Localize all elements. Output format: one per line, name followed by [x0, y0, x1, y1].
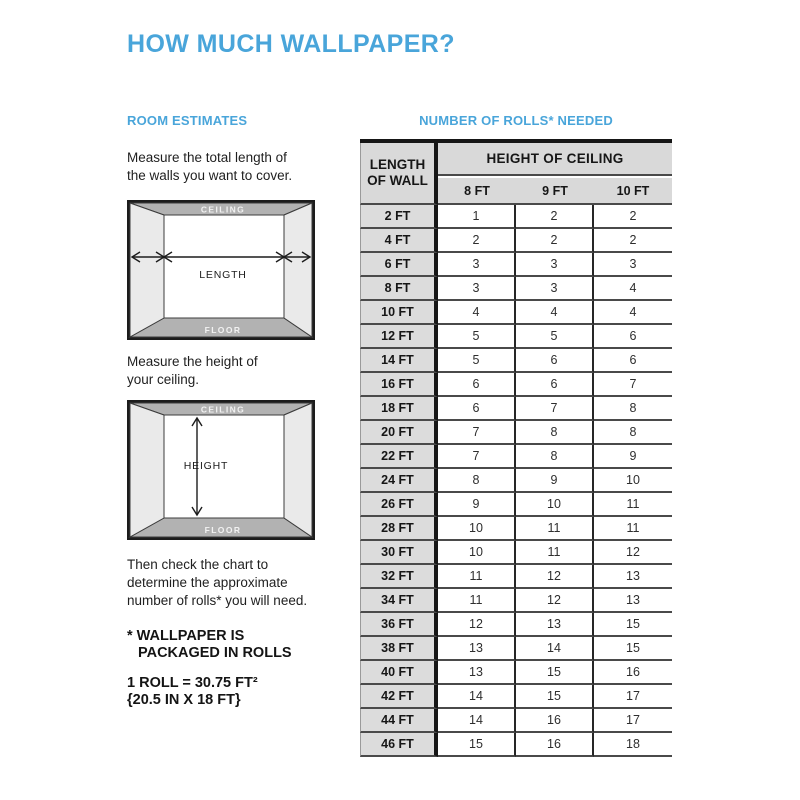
table-row — [360, 301, 672, 325]
floor-label: FLOOR — [204, 525, 242, 535]
row-value: 8 — [516, 421, 594, 445]
height-of-ceiling-header: HEIGHT OF CEILING — [438, 143, 672, 176]
row-value: 11 — [516, 517, 594, 541]
row-length: 4 FT — [360, 229, 438, 253]
row-length: 34 FT — [360, 589, 438, 613]
row-value: 15 — [516, 685, 594, 709]
rolls-table-title: NUMBER OF ROLLS* NEEDED — [419, 113, 613, 128]
row-value: 18 — [594, 733, 672, 757]
row-length: 16 FT — [360, 373, 438, 397]
table-row — [360, 493, 672, 517]
table-row — [360, 205, 672, 229]
col-header-10ft: 10 FT — [594, 176, 672, 205]
step3-line2: determine the approximate — [127, 575, 288, 590]
table-row — [360, 733, 672, 757]
wallpaper-rolls-footnote — [127, 628, 345, 662]
row-length: 8 FT — [360, 277, 438, 301]
row-value: 14 — [438, 685, 516, 709]
row-value: 10 — [438, 541, 516, 565]
right-wall-panel — [284, 403, 312, 537]
table-row — [360, 517, 672, 541]
row-value: 8 — [594, 421, 672, 445]
row-value: 13 — [516, 613, 594, 637]
row-value: 6 — [438, 397, 516, 421]
floor-label: FLOOR — [204, 325, 242, 335]
table-row — [360, 541, 672, 565]
left-wall-panel — [130, 203, 164, 337]
row-value: 17 — [594, 709, 672, 733]
row-value: 12 — [516, 589, 594, 613]
step3-line1: Then check the chart to — [127, 557, 269, 572]
row-value: 6 — [438, 373, 516, 397]
row-value: 5 — [516, 325, 594, 349]
row-length: 6 FT — [360, 253, 438, 277]
table-row — [360, 373, 672, 397]
row-value: 11 — [594, 517, 672, 541]
ceiling-label: CEILING — [200, 204, 246, 215]
row-value: 6 — [594, 349, 672, 373]
roll-size-info — [127, 675, 345, 709]
row-length: 26 FT — [360, 493, 438, 517]
row-value: 16 — [594, 661, 672, 685]
row-length: 22 FT — [360, 445, 438, 469]
row-value: 3 — [516, 277, 594, 301]
row-value: 2 — [516, 229, 594, 253]
row-value: 2 — [594, 205, 672, 229]
row-length: 24 FT — [360, 469, 438, 493]
step2-line1: Measure the height of — [127, 354, 258, 369]
table-row — [360, 421, 672, 445]
table-row — [360, 589, 672, 613]
step1-line1: Measure the total length of — [127, 150, 287, 165]
rolls-table-body — [360, 205, 672, 757]
row-length: 44 FT — [360, 709, 438, 733]
rolls-needed-section — [360, 113, 672, 757]
row-value: 3 — [594, 253, 672, 277]
table-row — [360, 637, 672, 661]
footnote-line2: PACKAGED IN ROLLS — [138, 645, 292, 661]
row-length: 32 FT — [360, 565, 438, 589]
row-value: 3 — [516, 253, 594, 277]
row-value: 2 — [438, 229, 516, 253]
row-length: 28 FT — [360, 517, 438, 541]
table-row — [360, 685, 672, 709]
step1-line2: the walls you want to cover. — [127, 168, 293, 183]
page-title: HOW MUCH WALLPAPER? — [127, 30, 455, 58]
room-estimates-heading: ROOM ESTIMATES — [127, 113, 248, 128]
row-value: 8 — [516, 445, 594, 469]
table-row — [360, 397, 672, 421]
row-value: 3 — [438, 277, 516, 301]
row-value: 13 — [438, 637, 516, 661]
row-value: 10 — [516, 493, 594, 517]
roll-size-line2: {20.5 IN X 18 FT} — [127, 692, 241, 708]
row-length: 42 FT — [360, 685, 438, 709]
ceiling-label: CEILING — [200, 404, 246, 415]
row-value: 15 — [516, 661, 594, 685]
row-value: 13 — [438, 661, 516, 685]
row-length: 40 FT — [360, 661, 438, 685]
roll-size-line1: 1 ROLL = 30.75 FT² — [127, 675, 258, 691]
table-row — [360, 709, 672, 733]
row-value: 13 — [594, 589, 672, 613]
row-value: 16 — [516, 709, 594, 733]
row-value: 8 — [594, 397, 672, 421]
row-value: 9 — [594, 445, 672, 469]
row-value: 15 — [594, 613, 672, 637]
row-length: 14 FT — [360, 349, 438, 373]
row-value: 6 — [516, 349, 594, 373]
col-header-8ft: 8 FT — [438, 176, 516, 205]
row-value: 11 — [438, 589, 516, 613]
row-value: 14 — [516, 637, 594, 661]
row-value: 15 — [438, 733, 516, 757]
table-row — [360, 253, 672, 277]
height-measure-label: HEIGHT — [183, 460, 229, 472]
row-value: 4 — [594, 277, 672, 301]
left-wall-panel — [130, 403, 164, 537]
row-value: 4 — [516, 301, 594, 325]
row-value: 7 — [594, 373, 672, 397]
length-measure-label: LENGTH — [199, 269, 247, 281]
row-value: 12 — [594, 541, 672, 565]
row-value: 14 — [438, 709, 516, 733]
row-value: 5 — [438, 325, 516, 349]
row-value: 13 — [594, 565, 672, 589]
row-value: 9 — [438, 493, 516, 517]
row-value: 11 — [438, 565, 516, 589]
table-row — [360, 661, 672, 685]
table-row — [360, 565, 672, 589]
row-value: 5 — [438, 349, 516, 373]
row-value: 12 — [516, 565, 594, 589]
row-value: 9 — [516, 469, 594, 493]
row-value: 12 — [438, 613, 516, 637]
table-row — [360, 445, 672, 469]
table-row — [360, 469, 672, 493]
rolls-table — [360, 139, 672, 757]
row-length: 36 FT — [360, 613, 438, 637]
row-value: 2 — [594, 229, 672, 253]
room-estimates-section — [127, 113, 345, 709]
row-value: 7 — [438, 445, 516, 469]
table-row — [360, 613, 672, 637]
room-length-diagram — [127, 200, 315, 340]
length-of-wall-header: LENGTH OF WALL — [360, 143, 438, 205]
row-length: 18 FT — [360, 397, 438, 421]
room-height-diagram — [127, 400, 315, 540]
row-value: 11 — [594, 493, 672, 517]
row-length: 12 FT — [360, 325, 438, 349]
row-value: 6 — [594, 325, 672, 349]
right-wall-panel — [284, 203, 312, 337]
row-value: 2 — [516, 205, 594, 229]
row-value: 1 — [438, 205, 516, 229]
table-row — [360, 325, 672, 349]
col-header-9ft: 9 FT — [516, 176, 594, 205]
table-row — [360, 277, 672, 301]
row-length: 46 FT — [360, 733, 438, 757]
footnote-line1: * WALLPAPER IS — [127, 628, 245, 644]
row-value: 11 — [516, 541, 594, 565]
row-value: 7 — [516, 397, 594, 421]
back-wall-panel — [164, 215, 284, 318]
row-length: 10 FT — [360, 301, 438, 325]
step2-text — [127, 353, 345, 389]
table-row — [360, 229, 672, 253]
step1-text — [127, 149, 345, 185]
table-row — [360, 349, 672, 373]
row-length: 30 FT — [360, 541, 438, 565]
row-value: 7 — [438, 421, 516, 445]
row-value: 17 — [594, 685, 672, 709]
row-value: 4 — [438, 301, 516, 325]
row-value: 8 — [438, 469, 516, 493]
row-value: 4 — [594, 301, 672, 325]
row-value: 10 — [594, 469, 672, 493]
row-value: 16 — [516, 733, 594, 757]
step3-line3: number of rolls* you will need. — [127, 593, 308, 608]
row-value: 3 — [438, 253, 516, 277]
row-value: 6 — [516, 373, 594, 397]
row-length: 2 FT — [360, 205, 438, 229]
step2-line2: your ceiling. — [127, 372, 200, 387]
row-length: 20 FT — [360, 421, 438, 445]
row-length: 38 FT — [360, 637, 438, 661]
row-value: 15 — [594, 637, 672, 661]
step3-text — [127, 556, 345, 610]
row-value: 10 — [438, 517, 516, 541]
